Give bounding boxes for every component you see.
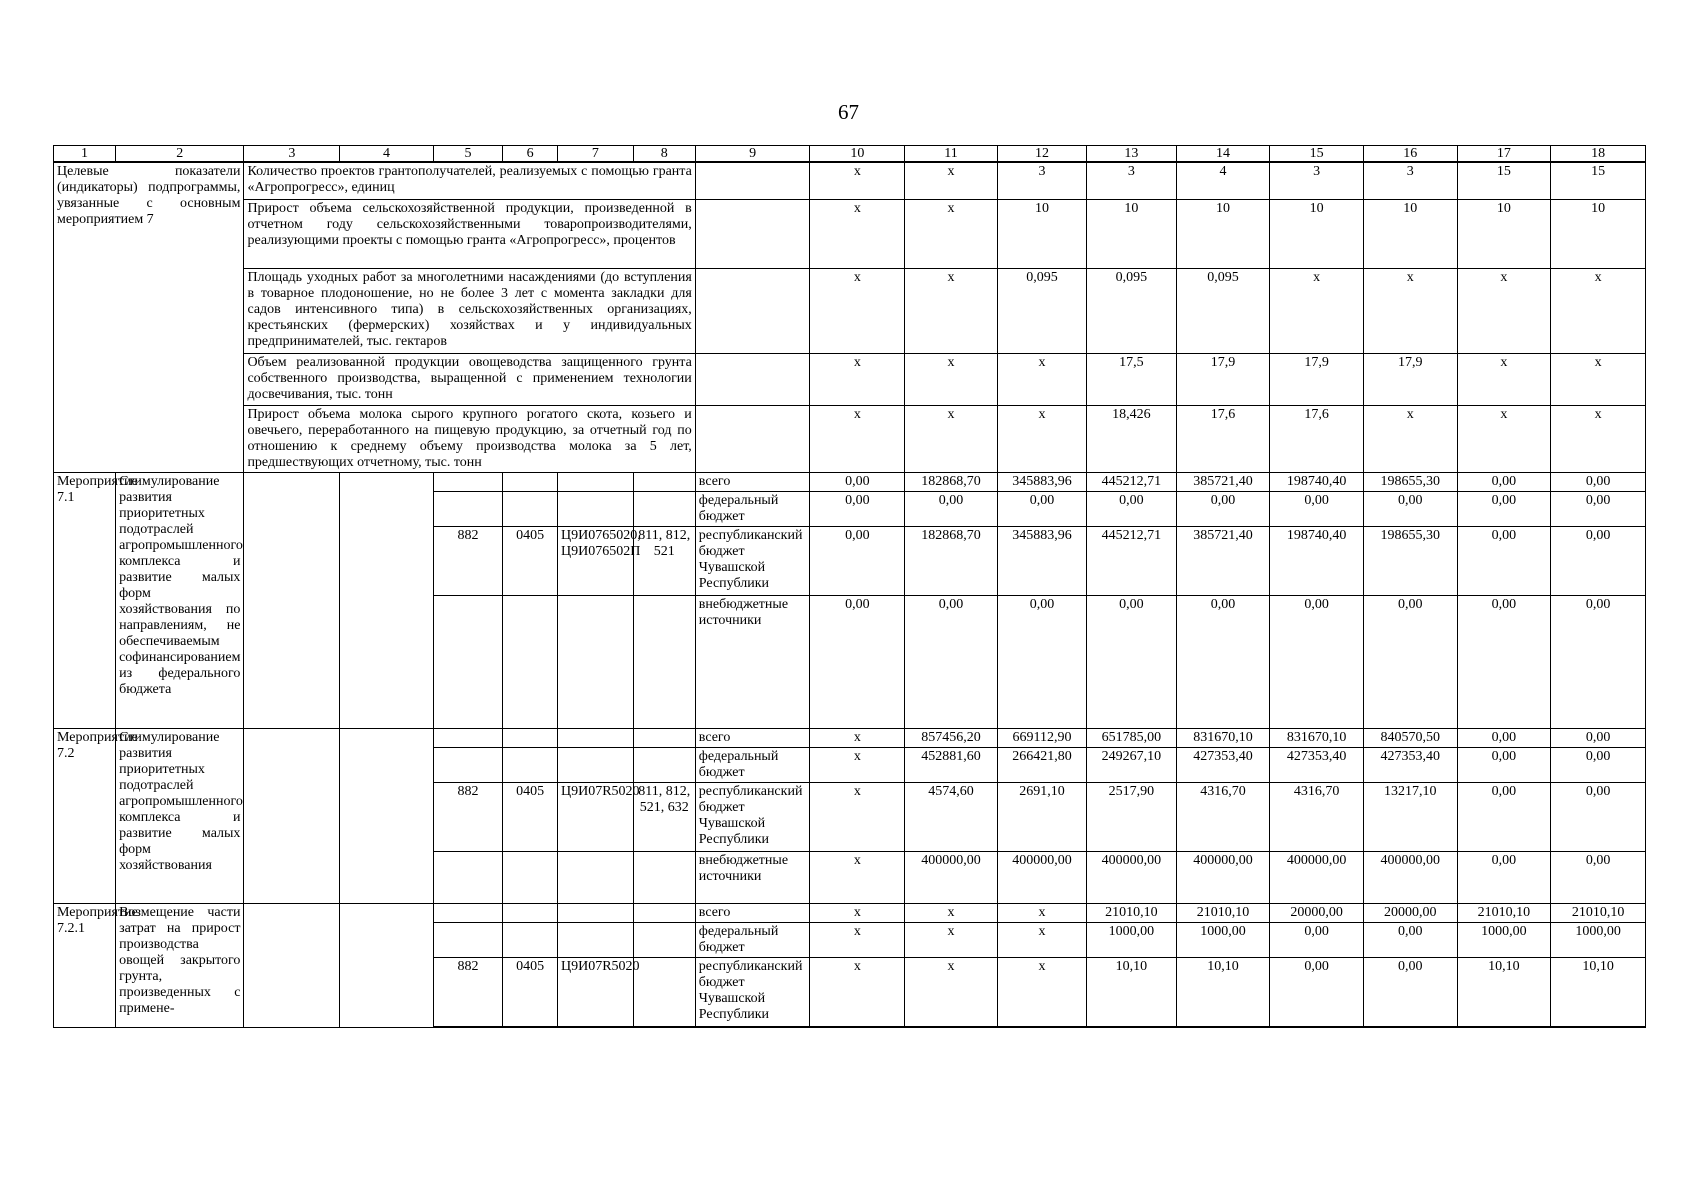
funding-source: внебюджетные источники [695,852,810,904]
indicator-value: x [905,200,998,269]
empty-cell [503,748,558,783]
funding-value: 0,00 [1176,596,1270,729]
funding-value: 21010,10 [1457,904,1551,923]
funding-source: всего [695,904,810,923]
code-c5: 882 [433,958,502,1028]
header-row [54,146,1646,163]
indicator-value: x [905,406,998,473]
funding-value: 0,00 [1270,596,1364,729]
indicator-name: Площадь уходных работ за многолетними насаждениями (до вступления в товарное плодоношение, но не более 3 лет с момента закладки для садов интенсивного типа) в сельскохозяйственных организациях, крестьянских (фермерских) хозяйствах и у индивидуальных предпринимателей, тыс. гектаров [244,269,695,354]
funding-value: 400000,00 [1176,852,1270,904]
indicator-row [54,200,1646,269]
funding-value: 10,10 [1176,958,1270,1028]
funding-value: 0,00 [905,596,998,729]
indicator-value: 17,9 [1270,354,1364,406]
funding-value: 400000,00 [1363,852,1457,904]
funding-value: 0,00 [1457,492,1551,527]
empty-cell [557,904,633,923]
funding-value: 0,00 [1457,527,1551,596]
funding-value: 0,00 [997,596,1086,729]
funding-value: 0,00 [1270,958,1364,1028]
column-number: 8 [633,146,695,163]
funding-value: 0,00 [1551,729,1646,748]
funding-value: 0,00 [1457,748,1551,783]
funding-value: 651785,00 [1087,729,1176,748]
column-number: 1 [54,146,116,163]
empty-cell [244,473,340,729]
indicator-value: x [997,406,1086,473]
empty-cell [633,729,695,748]
indicator-value: 3 [1270,162,1364,200]
funding-value: 0,00 [1551,783,1646,852]
funding-value: 669112,90 [997,729,1086,748]
empty-cell [433,473,502,492]
empty-cell [633,748,695,783]
indicator-value: 15 [1457,162,1551,200]
funding-value: x [810,748,905,783]
empty-cell [433,596,502,729]
code-c8: 811, 812, 521, 632 [633,783,695,852]
empty-cell [244,904,340,1028]
funding-value: x [810,852,905,904]
measure-name: Возмещение части затрат на прирост производства овощей закрытого грунта, произведенных с примене- [116,904,244,1028]
empty-cell [695,269,810,354]
funding-value: 0,00 [1457,783,1551,852]
funding-value: x [997,958,1086,1028]
funding-value: 10,10 [1087,958,1176,1028]
code-c5: 882 [433,783,502,852]
funding-source: республиканский бюджет Чувашской Республики [695,527,810,596]
funding-value: 0,00 [1457,596,1551,729]
indicator-value: x [1457,406,1551,473]
indicator-value: 10 [1363,200,1457,269]
funding-value: 0,00 [810,596,905,729]
funding-source: всего [695,729,810,748]
indicator-value: 4 [1176,162,1270,200]
column-number: 2 [116,146,244,163]
indicator-name: Прирост объема сельскохозяйственной продукции, произведенной в отчетном году сельскохозяйственными товаропроизводителями, реализующими проекты с помощью гранта «Агропрогресс», процентов [244,200,695,269]
empty-cell [633,596,695,729]
indicator-value: 0,095 [1087,269,1176,354]
indicator-row [54,162,1646,200]
page-number: 67 [838,100,859,124]
empty-cell [340,729,434,904]
empty-cell [433,729,502,748]
measure-row [54,729,1646,748]
funding-value: 345883,96 [997,473,1086,492]
funding-value: 1000,00 [1087,923,1176,958]
funding-value: 385721,40 [1176,527,1270,596]
indicator-value: x [810,162,905,200]
measure-id: Мероприятие 7.1 [54,473,116,729]
funding-value: x [905,923,998,958]
funding-value: 198655,30 [1363,473,1457,492]
funding-value: x [997,904,1086,923]
funding-value: 0,00 [1270,492,1364,527]
code-c7: Ц9И07R5020 [557,783,633,852]
funding-source: республиканский бюджет Чувашской Республики [695,783,810,852]
indicator-value: 0,095 [1176,269,1270,354]
empty-cell [633,852,695,904]
funding-value: 452881,60 [905,748,998,783]
funding-value: 249267,10 [1087,748,1176,783]
empty-cell [433,923,502,958]
empty-cell [244,729,340,904]
funding-value: x [905,904,998,923]
funding-value: x [810,958,905,1028]
funding-value: 10,10 [1457,958,1551,1028]
indicator-value: x [810,354,905,406]
column-number: 15 [1270,146,1364,163]
funding-value: 0,00 [1551,748,1646,783]
indicator-value: 3 [1363,162,1457,200]
funding-value: 445212,71 [1087,527,1176,596]
funding-value: x [810,783,905,852]
funding-value: 427353,40 [1176,748,1270,783]
table-body [54,162,1646,1027]
code-c5: 882 [433,527,502,596]
funding-value: 427353,40 [1363,748,1457,783]
code-c6: 0405 [503,527,558,596]
indicator-value: 10 [1551,200,1646,269]
column-number: 14 [1176,146,1270,163]
indicator-value: x [1457,269,1551,354]
funding-value: 0,00 [1176,492,1270,527]
empty-cell [557,852,633,904]
indicator-value: x [1363,406,1457,473]
empty-cell [557,473,633,492]
code-c6: 0405 [503,783,558,852]
indicator-value: 17,5 [1087,354,1176,406]
indicator-value: 17,9 [1176,354,1270,406]
column-number: 9 [695,146,810,163]
funding-value: 0,00 [997,492,1086,527]
empty-cell [503,904,558,923]
indicator-value: 17,9 [1363,354,1457,406]
indicator-value: 10 [997,200,1086,269]
indicator-value: x [1551,269,1646,354]
funding-value: 0,00 [1087,596,1176,729]
empty-cell [557,748,633,783]
funding-value: 10,10 [1551,958,1646,1028]
funding-value: 0,00 [810,492,905,527]
funding-value: 0,00 [1551,527,1646,596]
funding-value: 0,00 [810,473,905,492]
indicator-name: Прирост объема молока сырого крупного рогатого скота, козьего и овечьего, переработанного на пищевую продукцию, за отчетный год по отношению к среднему объему производства молока за 5 лет, предшествующих отчетному, тыс. тонн [244,406,695,473]
funding-value: 198740,40 [1270,473,1364,492]
funding-value: 857456,20 [905,729,998,748]
empty-cell [503,729,558,748]
empty-cell [633,473,695,492]
column-number: 13 [1087,146,1176,163]
column-number: 5 [433,146,502,163]
funding-value: 266421,80 [997,748,1086,783]
funding-value: 0,00 [1457,729,1551,748]
column-number: 16 [1363,146,1457,163]
empty-cell [633,492,695,527]
indicator-value: 10 [1176,200,1270,269]
column-number: 10 [810,146,905,163]
empty-cell [633,923,695,958]
funding-value: 0,00 [810,527,905,596]
funding-source: федеральный бюджет [695,923,810,958]
funding-value: 840570,50 [1363,729,1457,748]
code-c8 [633,958,695,1028]
indicator-value: 17,6 [1176,406,1270,473]
funding-value: x [810,904,905,923]
funding-value: 1000,00 [1457,923,1551,958]
indicator-value: 3 [997,162,1086,200]
funding-value: 21010,10 [1551,904,1646,923]
empty-cell [503,923,558,958]
funding-value: 0,00 [1363,492,1457,527]
indicator-value: x [905,162,998,200]
empty-cell [503,852,558,904]
indicator-value: x [810,406,905,473]
funding-value: 198655,30 [1363,527,1457,596]
indicator-value: x [905,269,998,354]
indicator-value: 0,095 [997,269,1086,354]
funding-value: 0,00 [1551,492,1646,527]
indicator-value: 10 [1457,200,1551,269]
funding-value: x [905,958,998,1028]
measure-row [54,473,1646,492]
funding-value: 0,00 [1363,596,1457,729]
funding-value: x [810,923,905,958]
funding-value: 400000,00 [1270,852,1364,904]
empty-cell [433,492,502,527]
funding-value: 2691,10 [997,783,1086,852]
empty-cell [695,354,810,406]
code-c6: 0405 [503,958,558,1028]
indicator-value: x [810,200,905,269]
funding-value: x [997,923,1086,958]
empty-cell [695,406,810,473]
funding-value: 21010,10 [1176,904,1270,923]
indicator-value: x [810,269,905,354]
indicator-value: 3 [1087,162,1176,200]
indicator-value: 18,426 [1087,406,1176,473]
funding-value: 0,00 [1363,958,1457,1028]
measure-id: Мероприятие 7.2 [54,729,116,904]
indicator-value: 17,6 [1270,406,1364,473]
indicator-row [54,269,1646,354]
funding-value: 1000,00 [1551,923,1646,958]
indicator-name: Объем реализованной продукции овощеводства защищенного грунта собственного производства, выращенной с применением технологии досвечивания, тыс. тонн [244,354,695,406]
column-number: 17 [1457,146,1551,163]
column-number: 6 [503,146,558,163]
funding-value: 400000,00 [997,852,1086,904]
empty-cell [557,923,633,958]
empty-cell [695,162,810,200]
empty-cell [340,473,434,729]
column-number: 3 [244,146,340,163]
measure-id: Мероприятие 7.2.1 [54,904,116,1028]
column-number: 18 [1551,146,1646,163]
funding-value: 4316,70 [1176,783,1270,852]
funding-value: 182868,70 [905,473,998,492]
empty-cell [633,904,695,923]
indicator-row [54,354,1646,406]
funding-value: 13217,10 [1363,783,1457,852]
empty-cell [503,492,558,527]
indicator-value: x [1457,354,1551,406]
column-number: 7 [557,146,633,163]
empty-cell [503,596,558,729]
measure-row [54,904,1646,923]
indicator-value: x [1551,354,1646,406]
funding-value: 427353,40 [1270,748,1364,783]
funding-value: 0,00 [1551,596,1646,729]
funding-value: 0,00 [1270,923,1364,958]
funding-value: 2517,90 [1087,783,1176,852]
funding-value: 0,00 [1363,923,1457,958]
indicator-name: Количество проектов грантополучателей, реализуемых с помощью гранта «Агропрогресс», единиц [244,162,695,200]
column-number: 4 [340,146,434,163]
measure-name: Стимулирование развития приоритетных подотраслей агропромышленного комплекса и развитие малых форм хозяйствования по направлениям, не обеспечиваемым софинансированием из федерального бюджета [116,473,244,729]
empty-cell [433,904,502,923]
funding-source: федеральный бюджет [695,492,810,527]
indicator-value: x [905,354,998,406]
funding-value: 0,00 [1457,852,1551,904]
funding-value: 20000,00 [1363,904,1457,923]
funding-source: всего [695,473,810,492]
code-c7: Ц9И0765020, Ц9И076502П [557,527,633,596]
program-table [53,145,1646,1028]
funding-value: 831670,10 [1270,729,1364,748]
funding-value: 0,00 [1551,852,1646,904]
empty-cell [557,596,633,729]
indicator-value: x [1270,269,1364,354]
indicator-value: x [997,354,1086,406]
funding-value: 0,00 [1551,473,1646,492]
indicator-value: 10 [1270,200,1364,269]
empty-cell [557,492,633,527]
funding-source: республиканский бюджет Чувашской Республики [695,958,810,1028]
funding-value: 385721,40 [1176,473,1270,492]
funding-value: 345883,96 [997,527,1086,596]
indicator-value: 10 [1087,200,1176,269]
empty-cell [695,200,810,269]
funding-source: внебюджетные источники [695,596,810,729]
empty-cell [433,748,502,783]
funding-value: 1000,00 [1176,923,1270,958]
funding-value: 198740,40 [1270,527,1364,596]
funding-value: 0,00 [1087,492,1176,527]
funding-value: 4316,70 [1270,783,1364,852]
indicator-value: x [1363,269,1457,354]
funding-value: 182868,70 [905,527,998,596]
funding-value: 0,00 [1457,473,1551,492]
indicator-value: 15 [1551,162,1646,200]
empty-cell [433,852,502,904]
funding-value: 445212,71 [1087,473,1176,492]
measure-name: Стимулирование развития приоритетных подотраслей агропромышленного комплекса и развитие малых форм хозяйствования [116,729,244,904]
funding-source: федеральный бюджет [695,748,810,783]
funding-value: x [810,729,905,748]
funding-value: 20000,00 [1270,904,1364,923]
funding-value: 831670,10 [1176,729,1270,748]
code-c7: Ц9И07R5020 [557,958,633,1028]
funding-value: 400000,00 [1087,852,1176,904]
funding-value: 400000,00 [905,852,998,904]
code-c8: 811, 812, 521 [633,527,695,596]
empty-cell [503,473,558,492]
indicator-value: x [1551,406,1646,473]
funding-value: 4574,60 [905,783,998,852]
funding-value: 0,00 [905,492,998,527]
column-number: 11 [905,146,998,163]
indicator-row [54,406,1646,473]
indicators-label: Целевые показатели (индикаторы) подпрограммы, увязанные с основным мероприятием 7 [54,162,244,473]
empty-cell [340,904,434,1028]
funding-value: 21010,10 [1087,904,1176,923]
empty-cell [557,729,633,748]
column-number: 12 [997,146,1086,163]
